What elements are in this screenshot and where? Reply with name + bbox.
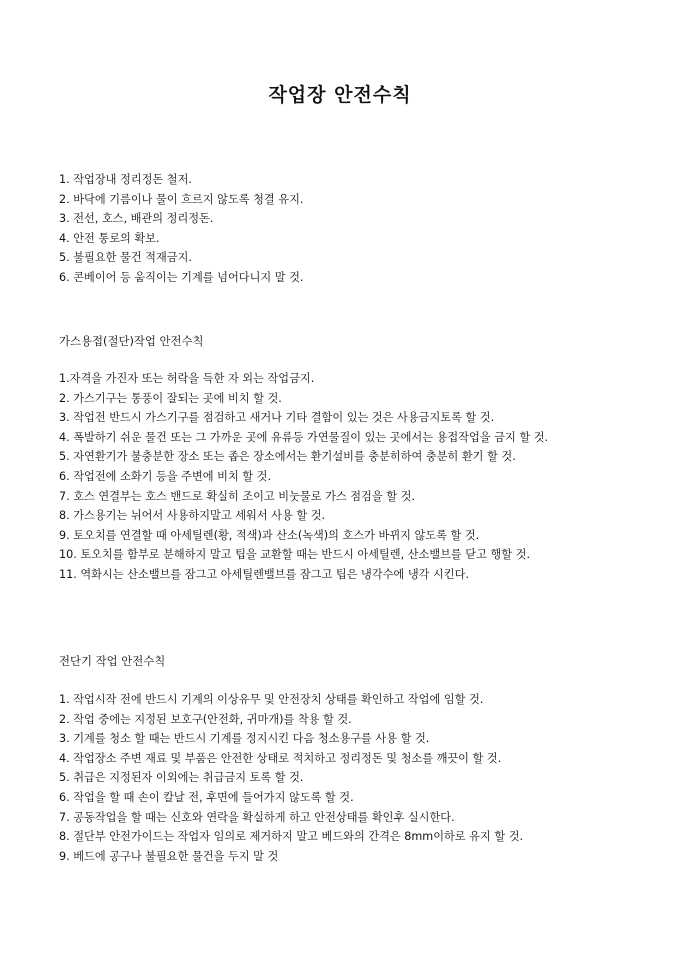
gas-welding-rule-item: 5. 자연환기가 불충분한 장소 또는 좁은 장소에서는 환기설비를 충분히하여 충분히 환기 할 것. <box>59 450 516 464</box>
general-rule-item: 4. 안전 통로의 확보. <box>59 231 160 245</box>
gas-welding-rule-item: 10. 토오치를 함부로 분해하지 말고 팁을 교환할 때는 반드시 아세틸렌, 산소밸브를 닫고 행할 것. <box>59 548 531 562</box>
page-title: 작업장 안전수칙 <box>268 84 412 106</box>
cutter-rule-item: 2. 작업 중에는 지정된 보호구(안전화, 귀마개)를 착용 할 것. <box>59 712 352 726</box>
cutter-rule-item: 5. 취급은 지정된자 이외에는 취급금지 토록 할 것. <box>59 771 304 785</box>
general-rule-item: 1. 작업장내 정리정돈 철저. <box>59 173 192 186</box>
general-rule-item: 2. 바닥에 기름이나 물이 흐르지 않도록 청결 유지. <box>59 192 304 206</box>
gas-welding-rule-item: 1.자격을 가진자 또는 허락을 득한 자 외는 작업금지. <box>59 372 315 385</box>
general-rule-item: 3. 전선, 호스, 배관의 정리정돈. <box>59 212 214 226</box>
cutter-rules-list <box>59 690 631 866</box>
general-rules-list <box>59 170 631 288</box>
gas-welding-rule-item: 4. 폭발하기 쉬운 물건 또는 그 가까운 곳에 유류등 가연물질이 있는 곳에서는 용접작업을 금지 할 것. <box>59 430 549 444</box>
general-rule-item: 6. 콘베이어 등 움직이는 기계를 넘어다니지 말 것. <box>59 270 304 284</box>
cutter-rule-item: 3. 기계를 청소 할 때는 반드시 기계를 정지시킨 다음 청소용구를 사용 할 것. <box>59 732 430 746</box>
cutter-heading: 전단기 작업 안전수칙 <box>59 654 166 668</box>
cutter-rule-item: 8. 절단부 안전가이드는 작업자 임의로 제거하지 말고 베드와의 간격은 8mm이하로 유지 할 것. <box>59 830 524 844</box>
cutter-rule-item: 6. 작업을 할 때 손이 칼날 전, 후면에 들어가지 않도록 할 것. <box>59 790 354 804</box>
cutter-rule-item: 9. 베드에 공구나 불필요한 물건을 두지 말 것 <box>59 849 279 863</box>
gas-welding-rule-item: 9. 토오치를 연결할 때 아세틸렌(황, 적색)과 산소(녹색)의 호스가 바뀌지 않도록 할 것. <box>59 528 480 542</box>
gas-welding-rule-item: 6. 작업전에 소화기 등을 주변에 비치 할 것. <box>59 469 272 483</box>
gas-welding-rule-item: 3. 작업전 반드시 가스기구를 점검하고 새거나 기타 결함이 있는 것은 사용금지토록 할 것. <box>59 411 495 425</box>
cutter-rule-item: 1. 작업시작 전에 반드시 기계의 이상유무 및 안전장치 상태를 확인하고 작업에 임할 것. <box>59 693 484 706</box>
gas-welding-rule-item: 7. 호스 연결부는 호스 밴드로 확실히 조이고 비눗물로 가스 점검을 할 것. <box>59 489 415 503</box>
general-rule-item: 5. 불필요한 물건 적재금지. <box>59 251 192 265</box>
gas-welding-rule-item: 11. 역화시는 산소밸브를 잠그고 아세틸렌밸브를 잠그고 팁은 냉각수에 냉각 시킨다. <box>59 567 469 581</box>
gas-welding-rule-item: 8. 가스용기는 뉘어서 사용하지말고 세워서 사용 할 것. <box>59 509 326 523</box>
gas-welding-heading: 가스용접(절단)작업 안전수칙 <box>59 334 204 348</box>
cutter-rule-item: 7. 공동작업을 할 때는 신호와 연락을 확실하게 하고 안전상태를 확인후 실시한다. <box>59 810 455 824</box>
cutter-rule-item: 4. 작업장소 주변 재료 및 부품은 안전한 상태로 적치하고 정리정돈 및 청소를 깨끗이 할 것. <box>59 751 502 765</box>
gas-welding-rule-item: 2. 가스기구는 통풍이 잘되는 곳에 비치 할 것. <box>59 391 282 405</box>
gas-welding-rules-list <box>59 369 631 585</box>
